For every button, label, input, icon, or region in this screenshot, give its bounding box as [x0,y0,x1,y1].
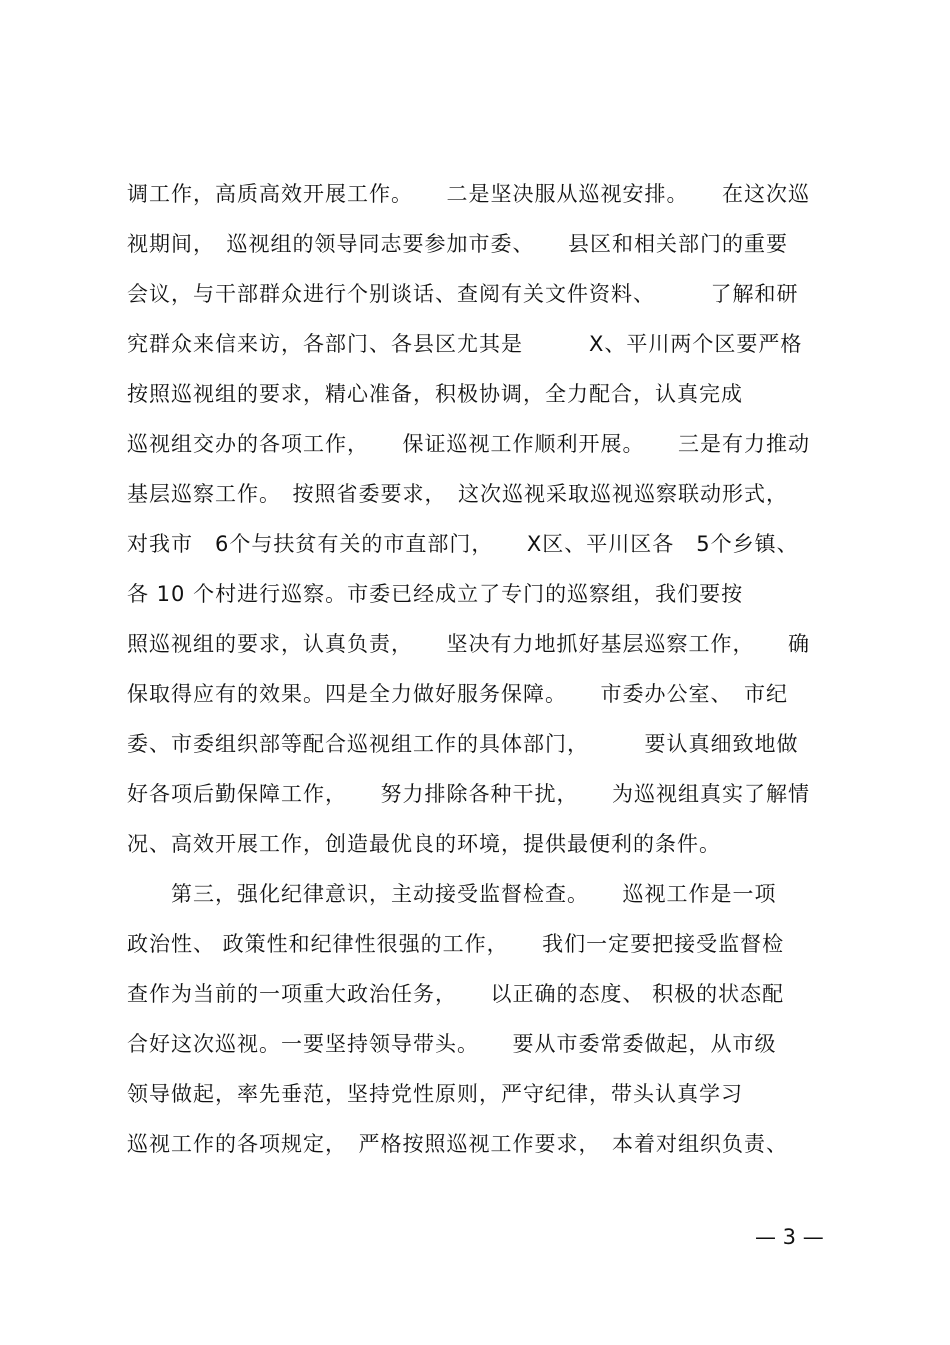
page-number: — 3 — [755,1225,824,1249]
text-line: 照巡视组的要求，认真负责， 坚决有力地抓好基层巡察工作， 确 [127,632,810,656]
text-line: 巡视组交办的各项工作， 保证巡视工作顺利开展。 三是有力推动 [127,432,810,456]
text-line: 会议，与干部群众进行个别谈话、查阅有关文件资料、 了解和研 [127,282,799,306]
text-line: 况、高效开展工作，创造最优良的环境，提供最便利的条件。 [127,832,721,856]
text-line: 对我市 6个与扶贫有关的市直部门， X区、平川区各 5个乡镇、 [127,532,799,556]
text-line: 基层巡察工作。 按照省委要求， 这次巡视采取巡视巡察联动形式， [127,482,788,506]
text-line: 视期间， 巡视组的领导同志要参加市委、 县区和相关部门的重要 [127,232,788,256]
text-line: 保取得应有的效果。四是全力做好服务保障。 市委办公室、 市纪 [127,682,788,706]
text-line: 委、市委组织部等配合巡视组工作的具体部门， 要认真细致地做 [127,732,799,756]
text-line: 查作为当前的一项重大政治任务， 以正确的态度、 积极的状态配 [127,982,785,1006]
text-line: 巡视工作的各项规定， 严格按照巡视工作要求， 本着对组织负责、 [127,1132,788,1156]
text-line: 各 10 个村进行巡察。市委已经成立了专门的巡察组，我们要按 [127,582,744,606]
text-line: 按照巡视组的要求，精心准备，积极协调，全力配合，认真完成 [127,382,743,406]
text-line: 合好这次巡视。一要坚持领导带头。 要从市委常委做起，从市级 [127,1032,777,1056]
text-line: 领导做起，率先垂范，坚持党性原则，严守纪律，带头认真学习 [127,1082,743,1106]
text-line: 好各项后勤保障工作， 努力排除各种干扰， 为巡视组真实了解情 [127,782,810,806]
text-line: 究群众来信来访，各部门、各县区尤其是 X、平川两个区要严格 [127,332,803,356]
text-line: 政治性、 政策性和纪律性很强的工作， 我们一定要把接受监督检 [127,932,785,956]
paragraph-heading-line: 第三，强化纪律意识，主动接受监督检查。 巡视工作是一项 [127,882,777,906]
text-line: 调工作，高质高效开展工作。 二是坚决服从巡视安排。 在这次巡 [127,182,810,206]
